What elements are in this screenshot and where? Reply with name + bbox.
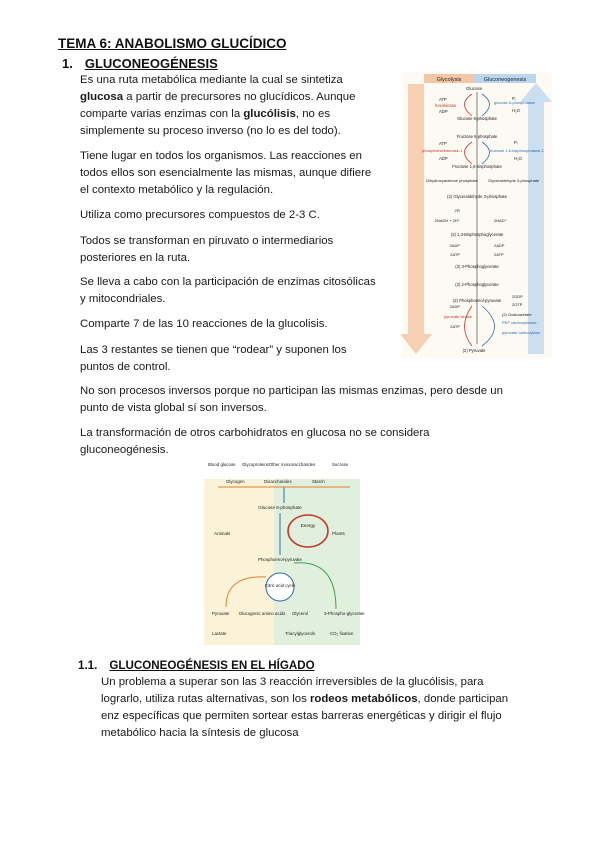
figure-glucose-sources bbox=[204, 459, 365, 645]
page-title: TEMA 6: ANABOLISMO GLUCÍDICO bbox=[58, 36, 287, 51]
plants-region bbox=[274, 479, 360, 645]
section-heading-text: GLUCONEOGÉNESIS bbox=[84, 56, 218, 71]
label-sucrose: Sucrose bbox=[332, 462, 349, 467]
label-plants: Plants bbox=[332, 531, 345, 536]
label-starch: Starch bbox=[312, 479, 325, 484]
label-pepck: PEP carboxykinase bbox=[502, 320, 537, 325]
label-adp-2: ADP bbox=[439, 156, 448, 161]
label-g6p: Glucose 6-phosphate bbox=[258, 505, 302, 510]
label-2adp-3: 2ADP bbox=[449, 304, 460, 309]
label-g6p: Glucose 6-phosphate bbox=[457, 116, 497, 121]
label-h2o-2: H₂O bbox=[514, 156, 522, 161]
text-span: comparte varias enzimas con la bbox=[80, 108, 244, 120]
text-line: Utiliza como precursores compuestos de 2-3 C. bbox=[80, 209, 320, 221]
paragraph-otros-carbohidratos bbox=[80, 425, 430, 459]
bold-term-glucosa: glucosa bbox=[80, 91, 124, 103]
label-citric-acid-cycle: Citric acid cycle bbox=[264, 583, 296, 588]
label-pep: Phosphoenol-pyruvate bbox=[258, 557, 302, 562]
text-line: Comparte 7 de las 10 reacciones de la glucolisis. bbox=[80, 318, 328, 330]
label-other-monosaccharides: Other monosaccharides bbox=[268, 462, 316, 467]
label-atp-1: ATP bbox=[439, 97, 447, 102]
paragraph-precursors bbox=[80, 207, 320, 224]
paragraph-piruvato bbox=[80, 233, 333, 267]
label-g6pase: glucose 6-phosphatase bbox=[494, 100, 536, 105]
label-pfk: phosphofructokinase-1 bbox=[422, 148, 463, 153]
label-glycogen: Glycogen bbox=[226, 479, 245, 484]
label-pc: pyruvate carboxylase bbox=[502, 330, 540, 335]
label-f6p: Fructose 6-phosphate bbox=[456, 134, 498, 139]
label-glycoproteins: Glycoproteins bbox=[242, 462, 269, 467]
section-number: 1. bbox=[62, 56, 73, 71]
text-line: todos ellos son esencialmente las mismas, aunque difiere bbox=[80, 167, 372, 179]
text-line bbox=[101, 691, 508, 708]
label-2adp-1: 2ADP bbox=[449, 243, 460, 248]
text-line: punto de vista global sí son inversos. bbox=[80, 402, 267, 414]
subsection-heading-higado bbox=[78, 659, 315, 672]
label-atp-2: ATP bbox=[439, 141, 447, 146]
paragraph-rodear bbox=[80, 342, 347, 376]
label-pep: (2) Phosphoenol-pyruvate bbox=[452, 298, 502, 303]
label-nadh: 2NADH + 2H⁺ bbox=[434, 218, 460, 223]
paragraph-comparte bbox=[80, 316, 328, 333]
paragraph-definition bbox=[80, 72, 355, 140]
figure-glucose-sources-svg bbox=[204, 459, 365, 645]
text-line: La transformación de otros carbohidratos en glucosa no se considera bbox=[80, 427, 430, 439]
text-line: Se lleva a cabo con la participación de enzimas citosólicas bbox=[80, 276, 376, 288]
text-line: metabólico hacia la síntesis de glucosa bbox=[101, 727, 299, 739]
label-pyruvate-kinase: pyruvate kinase bbox=[444, 314, 473, 319]
paragraph-no-inversos bbox=[80, 383, 503, 417]
text-span: lograrlo, utiliza rutas alternativas, son los bbox=[101, 693, 310, 705]
text-line: Un problema a superar son las 3 reacción irreversibles de la glucólisis, para bbox=[101, 676, 484, 688]
paragraph-rodeos-metabolicos bbox=[101, 674, 508, 742]
label-glucose: Glucose bbox=[465, 86, 483, 91]
label-gap2: (2) Glyceraldehyde 3-phosphate bbox=[447, 194, 507, 199]
text-line: y mitocondriales. bbox=[80, 293, 166, 305]
text-span: a partir de precursores no glucídicos. Aunque bbox=[123, 91, 356, 103]
label-pyruvate: Pyruvate bbox=[212, 611, 230, 616]
text-line: Tiene lugar en todos los organismos. Las reacciones en bbox=[80, 150, 362, 162]
label-co2-fixation: CO₂ fixation bbox=[330, 631, 354, 636]
label-2gtp: 2GTP bbox=[512, 302, 523, 307]
text-line: Las 3 restantes se tienen que “rodear” y suponen los bbox=[80, 344, 347, 356]
label-h2o-1: H₂O bbox=[512, 108, 520, 113]
header-glycolysis: Glycolysis bbox=[436, 77, 462, 83]
label-pi-1: Pᵢ bbox=[512, 96, 516, 101]
label-triacylglycerols: Triacylglycerols bbox=[284, 631, 316, 636]
label-fbpase: fructose 1,6-bisphosphatase-1 bbox=[490, 148, 544, 153]
subsection-number: 1.1. bbox=[78, 659, 98, 672]
bold-term-glucolisis: glucólisis bbox=[243, 108, 296, 120]
text-line: Es una ruta metabólica mediante la cual se sintetiza bbox=[80, 74, 343, 86]
text-span: , no es bbox=[295, 108, 331, 120]
label-oaa: (2) Oxaloacetate bbox=[502, 312, 532, 317]
text-line: el contexto metabólico y la regulación. bbox=[80, 184, 274, 196]
text-line: gluconeogénesis. bbox=[80, 444, 169, 456]
bold-term-rodeos: rodeos metabólicos bbox=[309, 693, 418, 705]
text-span: , donde participan bbox=[417, 693, 509, 705]
text-line: puntos de control. bbox=[80, 361, 171, 373]
label-nad: 2NAD⁺ bbox=[494, 218, 507, 223]
label-animals: Animals bbox=[214, 531, 231, 536]
paragraph-organisms bbox=[80, 148, 371, 199]
label-dhap: Dihydroxyacetone phosphate bbox=[426, 178, 478, 183]
paragraph-enzimas bbox=[80, 274, 376, 308]
label-f16bp: Fructose 1,6-bisphosphate bbox=[452, 164, 502, 169]
figure-glycolysis-gluconeogenesis bbox=[402, 72, 552, 358]
label-pyruvate: (2) Pyruvate bbox=[462, 348, 486, 353]
label-disaccharides: Disaccharides bbox=[264, 479, 292, 484]
text-line bbox=[80, 106, 355, 123]
label-glycerol: Glycerol bbox=[291, 611, 309, 616]
label-2atp-1: 2ATP bbox=[450, 252, 460, 257]
header-gluconeogenesis: Gluconeogenesis bbox=[483, 77, 527, 83]
label-2pi: 2Pᵢ bbox=[454, 208, 460, 213]
text-line: Todos se transforman en piruvato o intermediarios bbox=[80, 235, 334, 247]
section-heading-gluconeogenesis bbox=[62, 56, 218, 71]
label-hexokinase: hexokinase bbox=[435, 103, 457, 108]
subsection-heading-text: GLUCONEOGÉNESIS EN EL HÍGADO bbox=[109, 659, 315, 672]
label-glucogenic-aa: Glucogenic amino acids bbox=[238, 611, 286, 616]
label-pg3: (2) 3-Phosphoglycerate bbox=[455, 264, 499, 269]
label-adp-1: ADP bbox=[439, 109, 448, 114]
label-bpg: (2) 1,3-Bisphosphoglycerate bbox=[450, 232, 504, 237]
label-pi-2: Pᵢ bbox=[514, 140, 518, 145]
label-gap: Glyceraldehyde 3-phosphate bbox=[488, 178, 540, 183]
label-2atp-3: 2ATP bbox=[450, 324, 460, 329]
label-energy: Energy bbox=[300, 523, 316, 528]
figure-glycolysis-svg bbox=[402, 72, 552, 358]
animals-region bbox=[204, 479, 274, 645]
text-line: posteriores en la ruta. bbox=[80, 252, 191, 264]
label-2adp-2: 2ADP bbox=[494, 243, 505, 248]
label-blood-glucose: Blood glucose bbox=[208, 462, 236, 467]
label-pg2: (2) 2-Phosphoglycerate bbox=[455, 282, 499, 287]
text-line: simplemente su proceso inverso (no lo es del todo). bbox=[80, 125, 341, 137]
text-line bbox=[80, 89, 355, 106]
text-line: No son procesos inversos porque no participan las mismas enzimas, pero desde un bbox=[80, 385, 503, 397]
label-2gdp: 2GDP bbox=[512, 294, 523, 299]
label-2atp-2: 2ATP bbox=[494, 252, 504, 257]
text-line: enz específicas que permiten sortear estas barreras energéticas y dirigir el flujo bbox=[101, 710, 502, 722]
label-lactate: Lactate bbox=[212, 631, 227, 636]
label-3-phosphoglycerate: 3-Phospho-glycerate bbox=[324, 611, 365, 616]
